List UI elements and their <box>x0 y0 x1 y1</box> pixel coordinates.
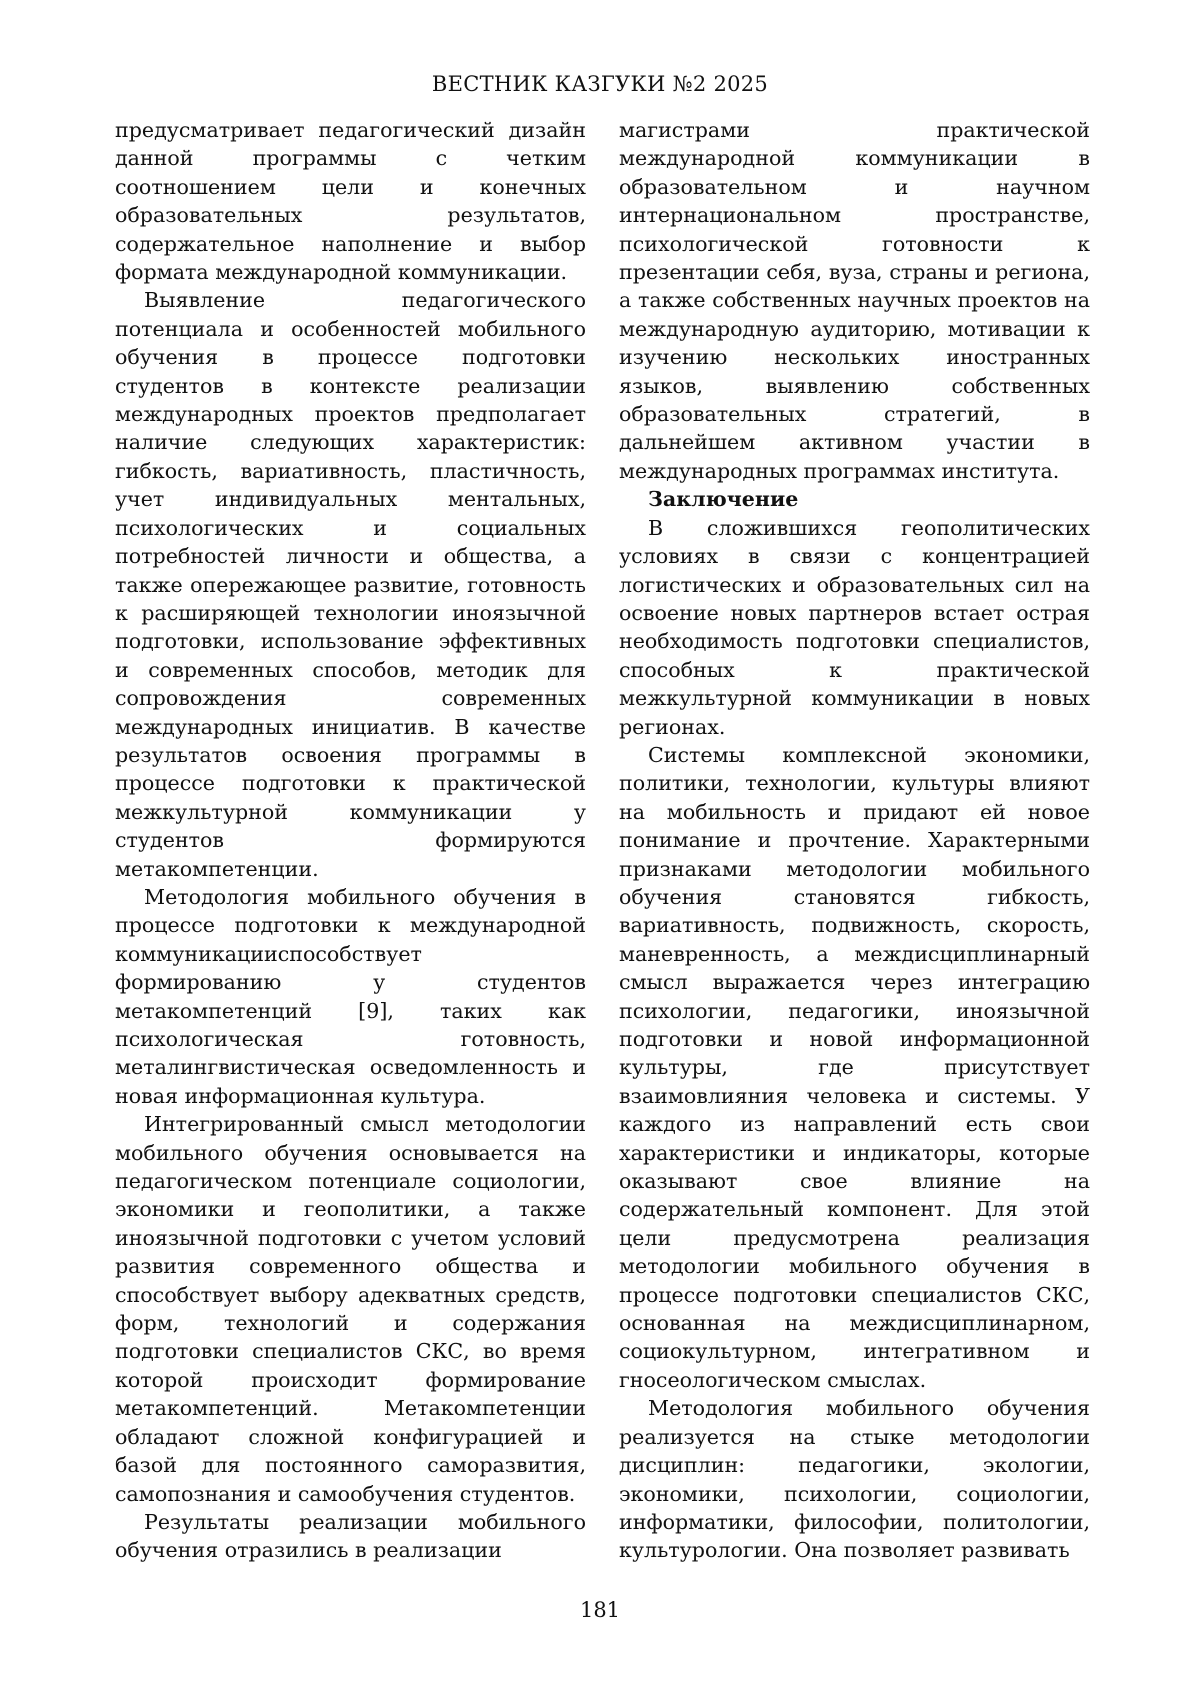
right-paragraph-4: Методология мобильного обучения реализуется на стыке методологии дисциплин: педагогики, экологии, экономики, психологии, социологии, информатики, философии, политологии, культурологии. Она позволяет развивать <box>619 1396 1090 1563</box>
left-column <box>115 116 586 1565</box>
left-paragraph-2: Выявление педагогического потенциала и особенностей мобильного обучения в процессе подготовки студентов в контексте реализации международных проектов предполагает наличие следующих характеристик: гибкость, вариативность, пластичность, учет индивидуальных ментальных, психологических и социальных потребностей личности и общества, а также опережающее развитие, готовность к расширяющей технологии иноязычной подготовки, использование эффективных и современных способов, методик для сопровождения современных международных инициатив. В качестве результатов освоения программы в процессе подготовки к практической межкультурной коммуникации у студентов формируются метакомпетенции. <box>115 288 586 881</box>
left-paragraph-5: Результаты реализации мобильного обучения отразились в реализации <box>115 1509 586 1563</box>
left-paragraph-1: предусматривает педагогический дизайн данной программы с четким соотношением цели и конечных образовательных результатов, содержательное наполнение и выбор формата международной коммуникации. <box>115 118 586 285</box>
right-paragraph-1: магистрами практической международной коммуникации в образовательном и научном интернациональном пространстве, психологической готовности к презентации себя, вуза, страны и региона, а также собственных научных проектов на международную аудиторию, мотивации к изучению нескольких иностранных языков, выявлению собственных образовательных стратегий, в дальнейшем активном участии в международных программах института. <box>619 118 1090 483</box>
left-paragraph-4: Интегрированный смысл методологии мобильного обучения основывается на педагогическом потенциале социологии, экономики и геополитики, а также иноязычной подготовки с учетом условий развития современного общества и способствует выбору адекватных средств, форм, технологий и содержания подготовки специалистов СКС, во время которой происходит формирование метакомпетенций. Метакомпетенции обладают сложной конфигурацией и базой для постоянного саморазвития, самопознания и самообучения студентов. <box>115 1112 586 1506</box>
right-paragraph-3: Системы комплексной экономики, политики, технологии, культуры влияют на мобильность и придают ей новое понимание и прочтение. Характерными признаками методологии мобильного обучения становятся гибкость, вариативность, подвижность, скорость, маневренность, а междисциплинарный смысл выражается через интеграцию психологии, педагогики, иноязычной подготовки и новой информационной культуры, где присутствует взаимовлияния человека и системы. У каждого из направлений есть свои характеристики и индикаторы, которые оказывают свое влияние на содержательный компонент. Для этой цели предусмотрена реализация методологии мобильного обучения в процессе подготовки специалистов СКС, основанная на междисциплинарном, социокультурном, интегративном и гносеологическом смыслах. <box>619 742 1090 1392</box>
right-paragraph-2: В сложившихся геополитических условиях в связи с концентрацией логистических и образовательных сил на освоение новых партнеров встает острая необходимость подготовки специалистов, способных к практической межкультурной коммуникации в новых регионах. <box>619 515 1090 739</box>
section-heading-conclusion: Заключение <box>648 487 799 512</box>
page-number: 181 <box>579 1598 621 1622</box>
left-paragraph-3: Методология мобильного обучения в процессе подготовки к международной коммуникацииспособствует формированию у студентов метакомпетенций [9], таких как психологическая готовность, металингвистическая осведомленность и новая информационная культура. <box>115 884 586 1108</box>
journal-header: ВЕСТНИК КАЗГУКИ №2 2025 <box>431 72 769 96</box>
right-column <box>619 116 1090 1565</box>
